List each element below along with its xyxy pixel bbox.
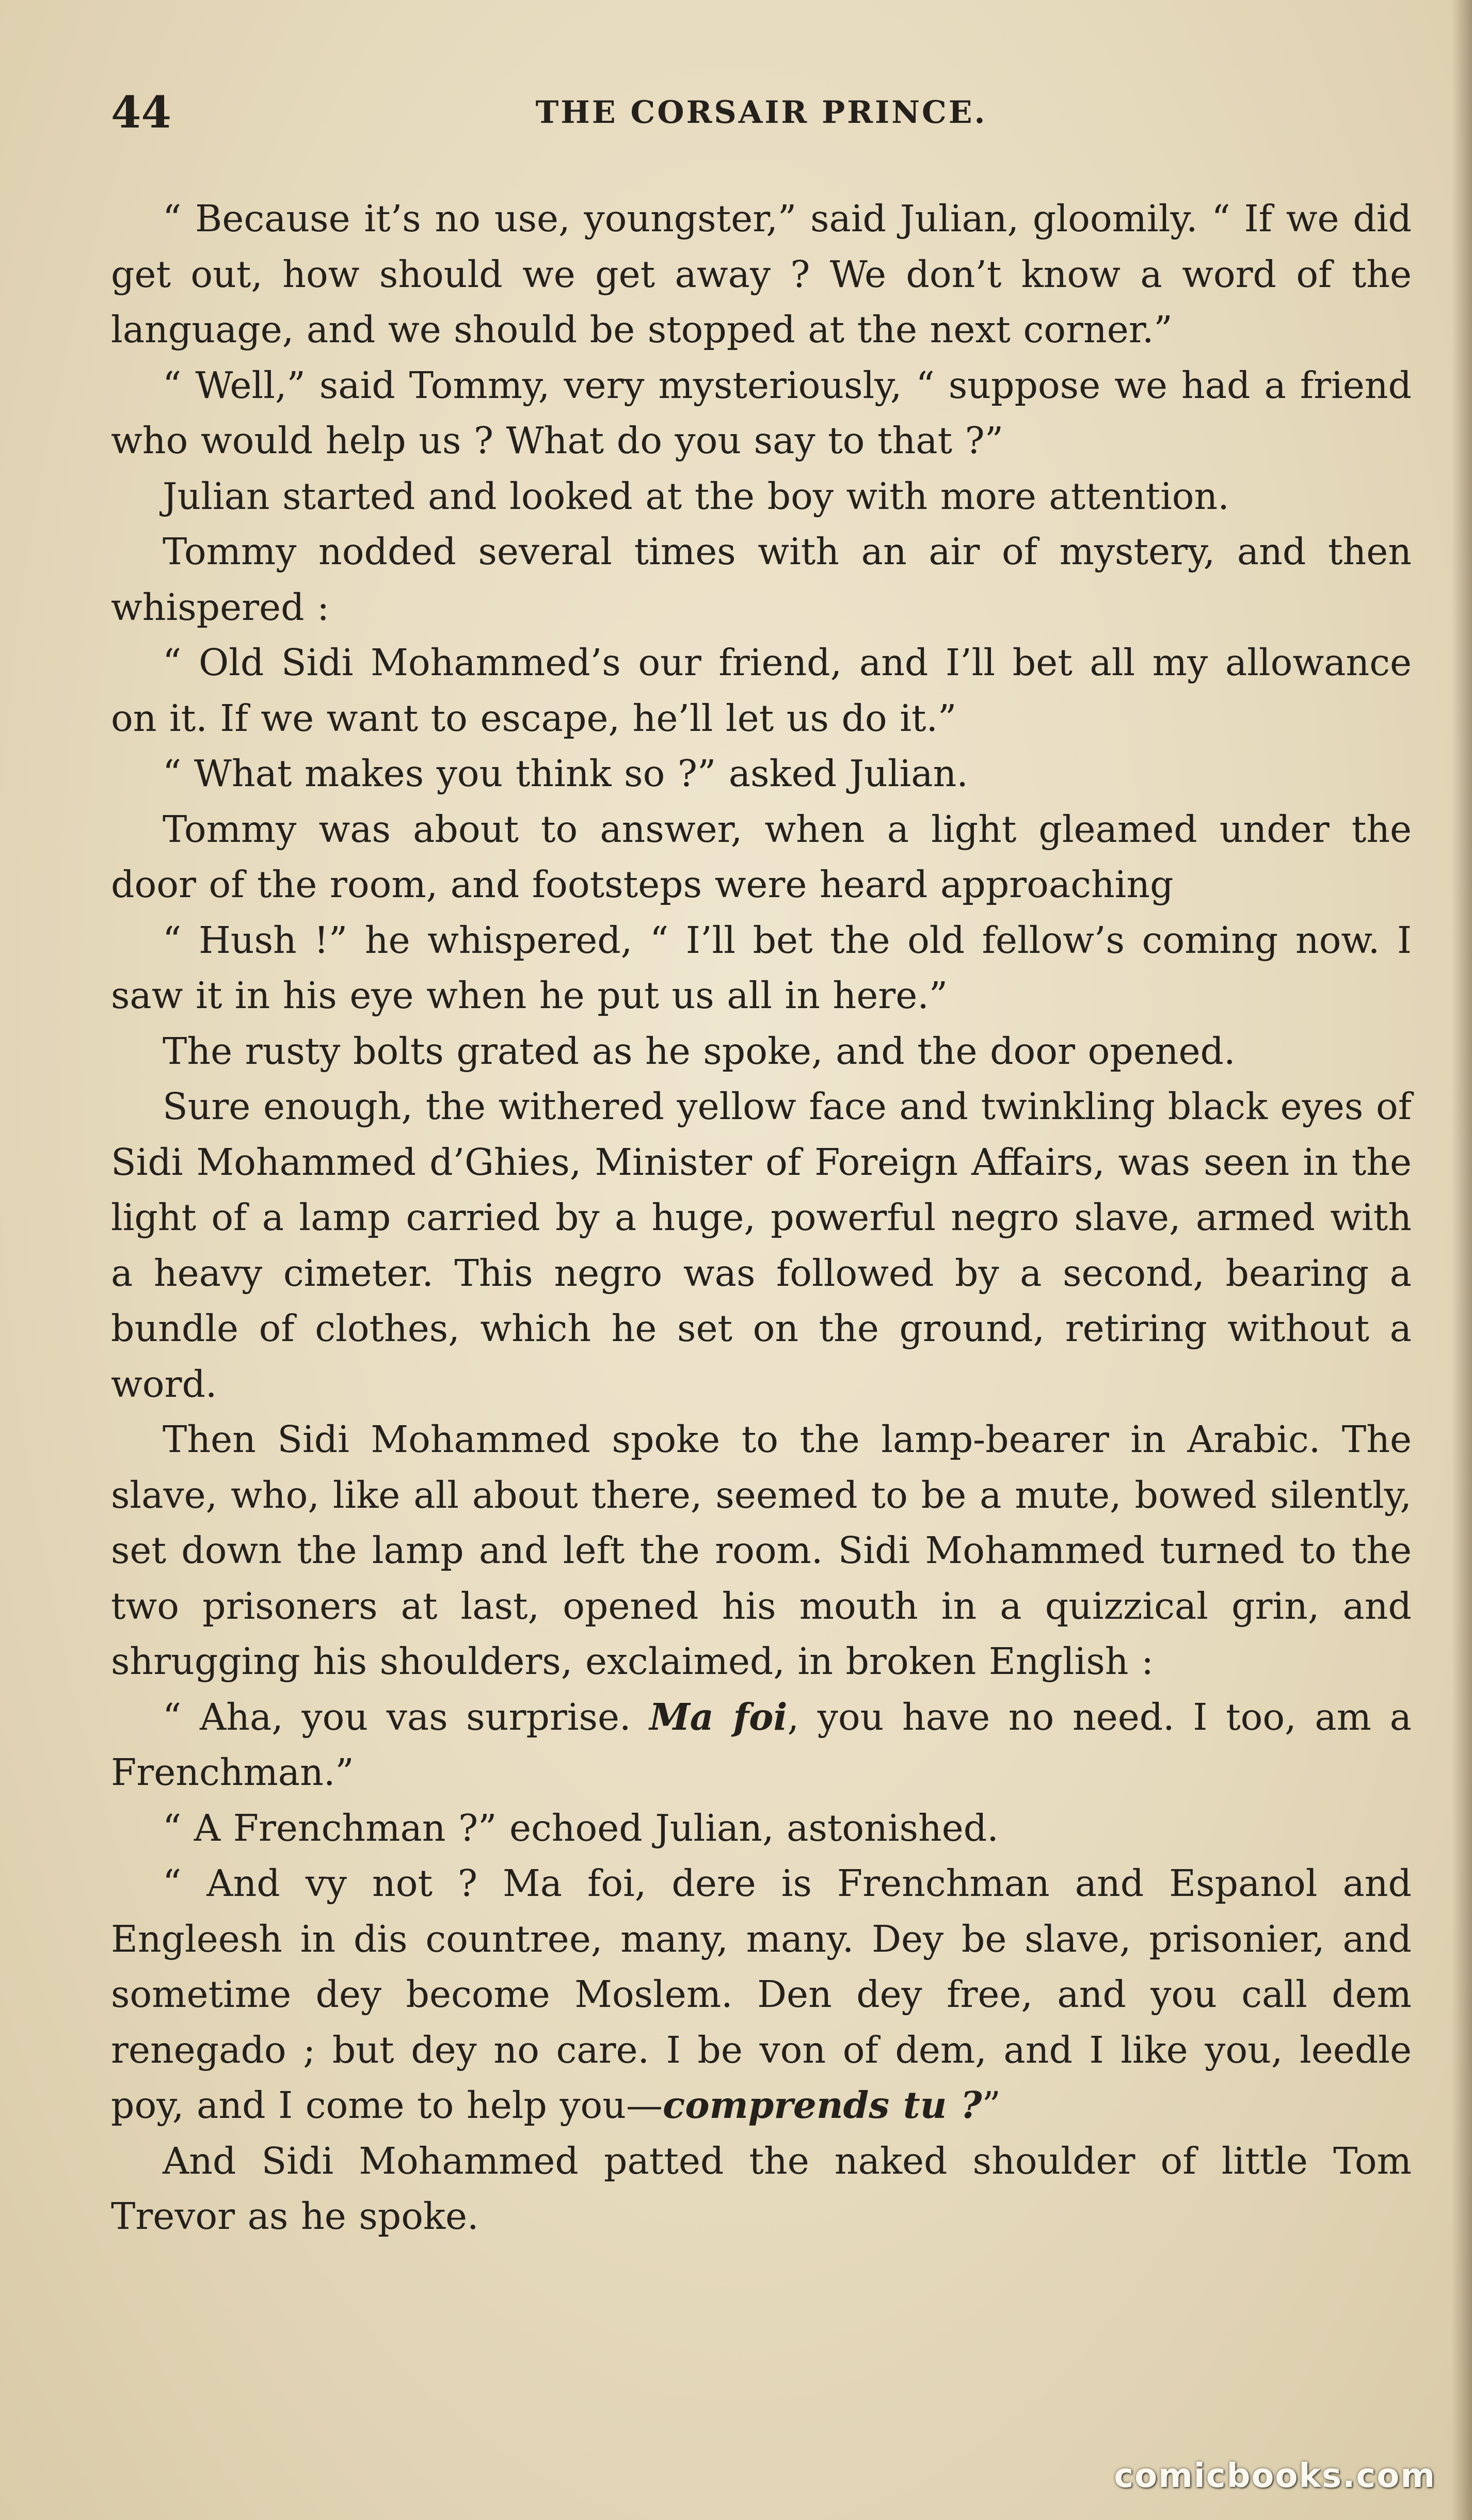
paragraph: Tommy was about to answer, when a light gleamed under the door of the room, and footsteps were heard approaching (111, 807, 1412, 906)
paragraph: “ What makes you think so ?” asked Julian. (163, 752, 968, 795)
paragraph: “ Well,” said Tommy, very mysteriously, “ suppose we had a friend who would help us ? What do you say to that ?” (111, 363, 1412, 462)
spine-shadow (1451, 0, 1472, 2520)
aha-text-before: “ Aha, you vas surprise. (163, 1695, 650, 1739)
vy-italic-phrase: comprends tu ? (663, 2083, 982, 2127)
paragraph: “ Hush !” he whispered, “ I’ll bet the old fellow’s coming now. I saw it in his eye when he put us all in here.” (111, 918, 1412, 1017)
paragraph: Tommy nodded several times with an air of mystery, and then whispered : (111, 530, 1412, 629)
paragraph: Then Sidi Mohammed spoke to the lamp-bearer in Arabic. The slave, who, like all about there, seemed to be a mute, bowed silently, set down the lamp and left the room. Sidi Mohammed turned to the two prisoners at last, opened his mouth in a quizzical grin, and shrugging his shoulders, exclaimed, in broken English : (111, 1418, 1412, 1683)
paragraph: Sure enough, the withered yellow face and twinkling black eyes of Sidi Mohammed d’Ghies, Minister of Foreign Affairs, was seen in the light of a lamp carried by a huge, powerful negro slave, armed with a heavy cimeter. This negro was followed by a second, bearing a bundle of clothes, which he set on the ground, retiring without a word. (111, 1085, 1412, 1406)
watermark: comicbooks.com (1114, 2457, 1436, 2495)
paragraph-frenchman: “ A Frenchman ?” echoed Julian, astonished. (163, 1806, 999, 1849)
aha-italic-phrase: Ma foi (649, 1695, 788, 1739)
paragraph-aha (111, 1689, 1412, 1800)
vy-text-before: “ And vy not ? Ma foi, dere is Frenchman and Espanol and Engleesh in dis countree, many, many. Dey be slave, prisonier, and sometime dey become Moslem. Den dey free, and you call dem renegado ; but dey no care. I be von of dem, and I like you, leedle poy, and I come to help you— (111, 1862, 1412, 2127)
body-text (111, 191, 1412, 2244)
paragraph: Julian started and looked at the boy with more attention. (163, 474, 1229, 518)
page-number: 44 (111, 87, 171, 138)
running-title: THE CORSAIR PRINCE. (535, 94, 987, 131)
paragraph: “ Because it’s no use, youngster,” said Julian, gloomily. “ If we did get out, how should we get away ? We don’t know a word of the language, and we should be stopped at the next corner.” (111, 197, 1412, 351)
vy-text-after: ” (982, 2084, 1001, 2127)
paragraph: “ Old Sidi Mohammed’s our friend, and I’ll bet all my allowance on it. If we want to escape, he’ll let us do it.” (111, 641, 1412, 740)
page-header (111, 77, 1412, 150)
aha-text-after: , you have no need. I too, am a Frenchman.” (111, 1695, 1412, 1794)
paragraph: The rusty bolts grated as he spoke, and the door opened. (163, 1029, 1236, 1073)
paragraph-vy-not (111, 1856, 1412, 2133)
paragraph-final: And Sidi Mohammed patted the naked shoulder of little Tom Trevor as he spoke. (111, 2139, 1412, 2238)
